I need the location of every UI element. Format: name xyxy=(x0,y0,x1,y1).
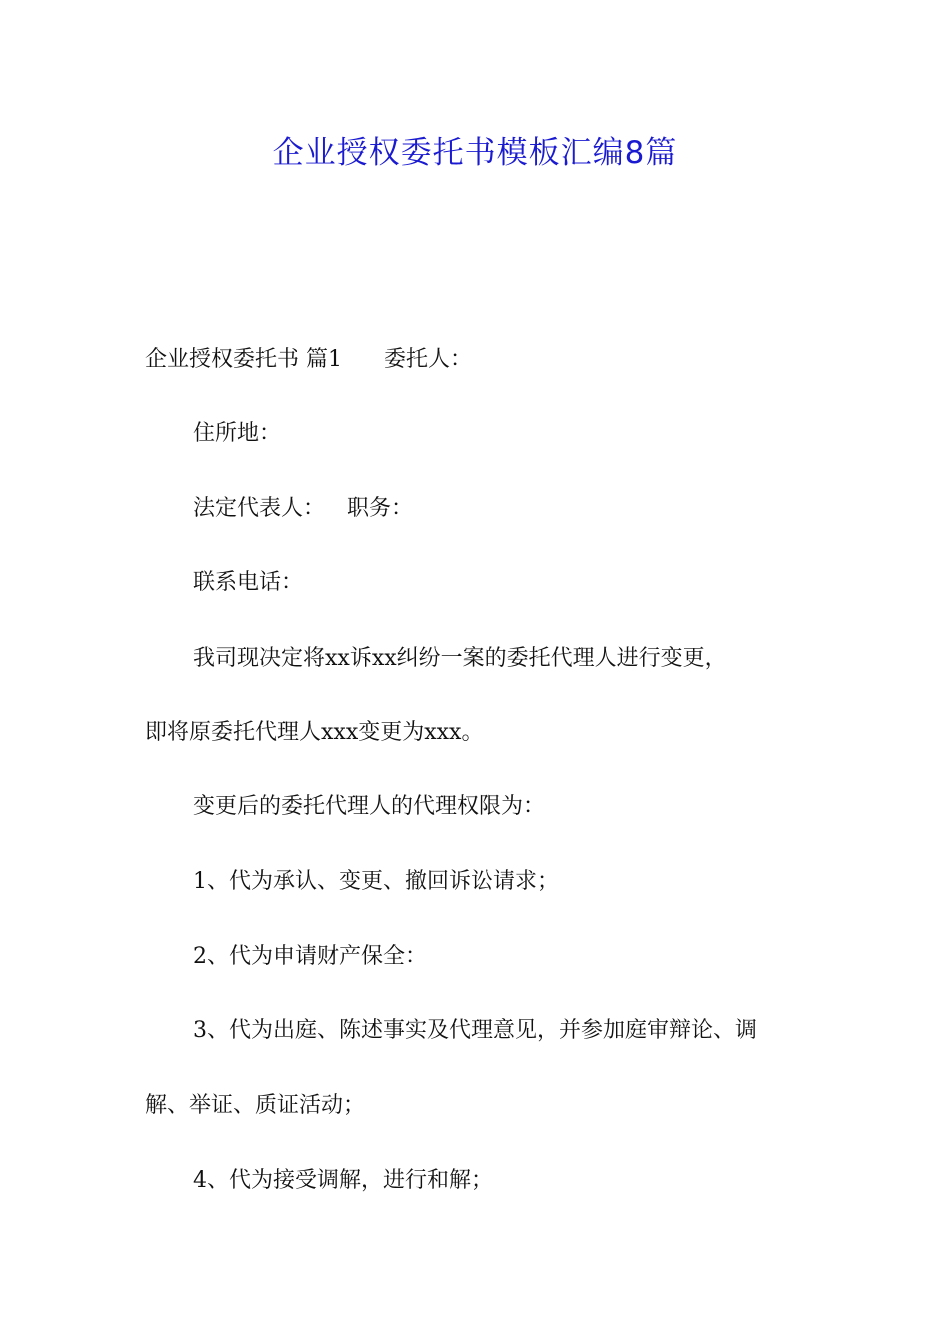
position-label: 职务： xyxy=(347,496,414,521)
list-item: 4、代为接受调解，进行和解； xyxy=(193,1168,493,1193)
scope-intro-line: 变更后的委托代理人的代理权限为： xyxy=(193,794,546,819)
paragraph-line: 即将原委托代理人xxx变更为xxx。 xyxy=(145,720,484,745)
legal-rep-line xyxy=(193,493,863,525)
list-item-continuation: 解、举证、质证活动； xyxy=(145,1093,366,1118)
list-item: 3、代为出庭、陈述事实及代理意见，并参加庭审辩论、调 xyxy=(193,1018,757,1043)
legal-rep-label: 法定代表人： xyxy=(193,496,326,521)
document-title: 企业授权委托书模板汇编8篇 xyxy=(272,135,678,171)
phone-line: 联系电话： xyxy=(193,570,304,595)
paragraph-line: 我司现决定将xx诉xx纠纷一案的委托代理人进行变更， xyxy=(193,646,727,671)
section-heading: 企业授权委托书 篇1 xyxy=(145,347,342,372)
list-item: 1、代为承认、变更、撤回诉讼请求； xyxy=(193,869,559,894)
list-item: 2、代为申请财产保全： xyxy=(193,944,427,969)
client-label: 委托人： xyxy=(384,347,473,372)
address-line: 住所地： xyxy=(193,421,282,446)
heading-line xyxy=(145,344,815,376)
